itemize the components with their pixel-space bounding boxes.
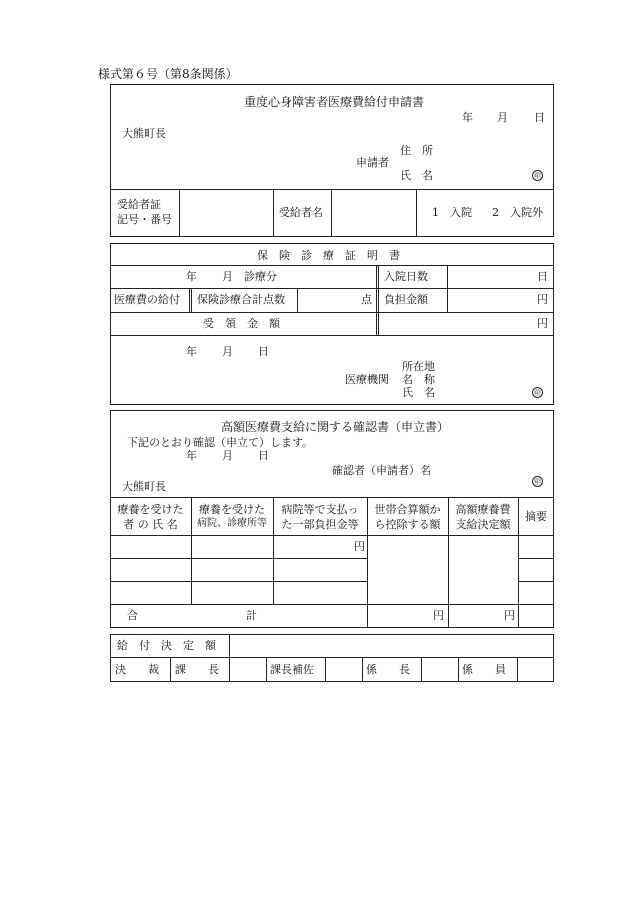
days-unit: 日 [537,270,548,283]
certificate-frame [110,243,554,405]
header-patient-line2: 者 の 氏 名 [123,518,178,531]
points-unit: 点 [361,293,372,306]
double-divider [376,265,379,335]
yen-unit: 円 [537,317,548,330]
total-yen-deduction: 円 [433,609,444,622]
amount-label: 給 付 決 定 額 [117,639,216,652]
divider [517,657,518,682]
divider [297,288,298,312]
divider [458,657,459,682]
staff-label: 係 員 [462,663,506,676]
period-suffix: 診療分 [244,270,277,283]
period-month: 月 [222,270,233,283]
yen-unit: 円 [537,293,548,306]
date-year: 年 [186,449,197,462]
address-label: 住 所 [400,144,433,157]
divider [110,657,554,658]
applicant-label: 申請者 [356,156,389,169]
statement: 下記のとおり確認（申立て）します。 [127,436,314,449]
divider [110,558,367,559]
recipient-name-label: 受給者名 [279,206,323,219]
divider [110,604,554,605]
divider [325,657,326,682]
addressee: 大熊町長 [122,127,166,140]
option-outpatient: 2 入院外 [492,206,543,219]
header-deduction-line1: 世帯合算額か [374,503,441,516]
divider [518,581,554,582]
institution-label: 医療機関 [345,373,389,386]
divider [110,288,554,289]
divider [362,657,363,682]
name-label: 氏 名 [400,169,433,182]
header-payment-line2: た一部負担金等 [281,518,359,531]
seal-mark: ㊞ [534,389,541,397]
section-chief-label: 課 長 [175,663,219,676]
yen-unit: 円 [354,540,365,553]
date-month: 月 [222,345,233,358]
deputy-chief-label: 課長補佐 [270,663,314,676]
divider [367,497,368,628]
total-label-left: 合 [127,609,138,622]
total-label-right: 計 [246,609,257,622]
header-decision-line2: 支給決定額 [455,518,511,531]
inst-name-label: 名 称 [402,373,435,386]
certificate-title: 保 険 診 療 証 明 書 [257,249,400,262]
total-points-label: 保険診療合計点数 [197,293,285,306]
divider [447,265,448,312]
divider [170,657,171,682]
date-day: 日 [258,449,269,462]
divider [416,189,417,237]
location-label: 所在地 [402,360,435,373]
period-year: 年 [186,270,197,283]
date-year: 年 [186,345,197,358]
divider [179,189,180,237]
cert-label-line1: 受給者証 [117,198,161,211]
divider [110,535,554,536]
header-hospital-line2: 病院、診療所等 [197,518,267,529]
subsection-chief-label: 係 長 [366,663,410,676]
person-name-label: 氏 名 [402,386,435,399]
addressee: 大熊町長 [122,480,166,493]
medical-benefit-label: 医療費の給付 [114,293,180,306]
application-title: 重度心身障害者医療費給付申請書 [244,95,425,109]
header-hospital-line1: 療養を受けた [199,503,265,516]
divider [421,657,422,682]
divider [266,657,267,682]
date-year: 年 [462,111,473,124]
divider [448,497,449,628]
received-label: 受 領 金 額 [203,317,280,330]
divider [110,312,554,313]
divider [273,189,274,237]
divider [518,558,554,559]
divider [110,581,367,582]
header-decision-line1: 高額療養費 [455,503,511,516]
divider [110,265,554,266]
total-yen-decision: 円 [504,609,515,622]
burden-label: 負担金額 [384,293,428,306]
header-patient-line1: 療養を受けた [117,503,184,516]
confirmer-label: 確認者（申請者）名 [332,464,431,477]
option-inpatient: 1 入院 [432,206,472,219]
date-day: 日 [534,111,545,124]
divider [110,497,554,498]
header-deduction-line2: ら控除する額 [374,518,441,531]
seal-mark: ㊞ [534,478,541,486]
date-month: 月 [222,449,233,462]
header-remarks: 摘要 [525,510,547,523]
date-month: 月 [497,111,508,124]
divider [110,335,554,336]
inpatient-days-label: 入院日数 [384,270,428,283]
divider [229,634,230,682]
high-cost-title: 高額医療費支給に関する確認書（申立書） [221,420,450,434]
date-day: 日 [258,345,269,358]
cert-label-line2: 記号・番号 [117,213,172,226]
approval-label: 決 裁 [115,663,159,676]
seal-mark: ㊞ [534,172,541,180]
double-divider [189,288,192,312]
application-divider [110,189,554,190]
divider [331,189,332,237]
header-payment-line1: 病院等で支払っ [281,503,359,516]
form-number: 様式第６号（第8条関係） [98,67,238,81]
